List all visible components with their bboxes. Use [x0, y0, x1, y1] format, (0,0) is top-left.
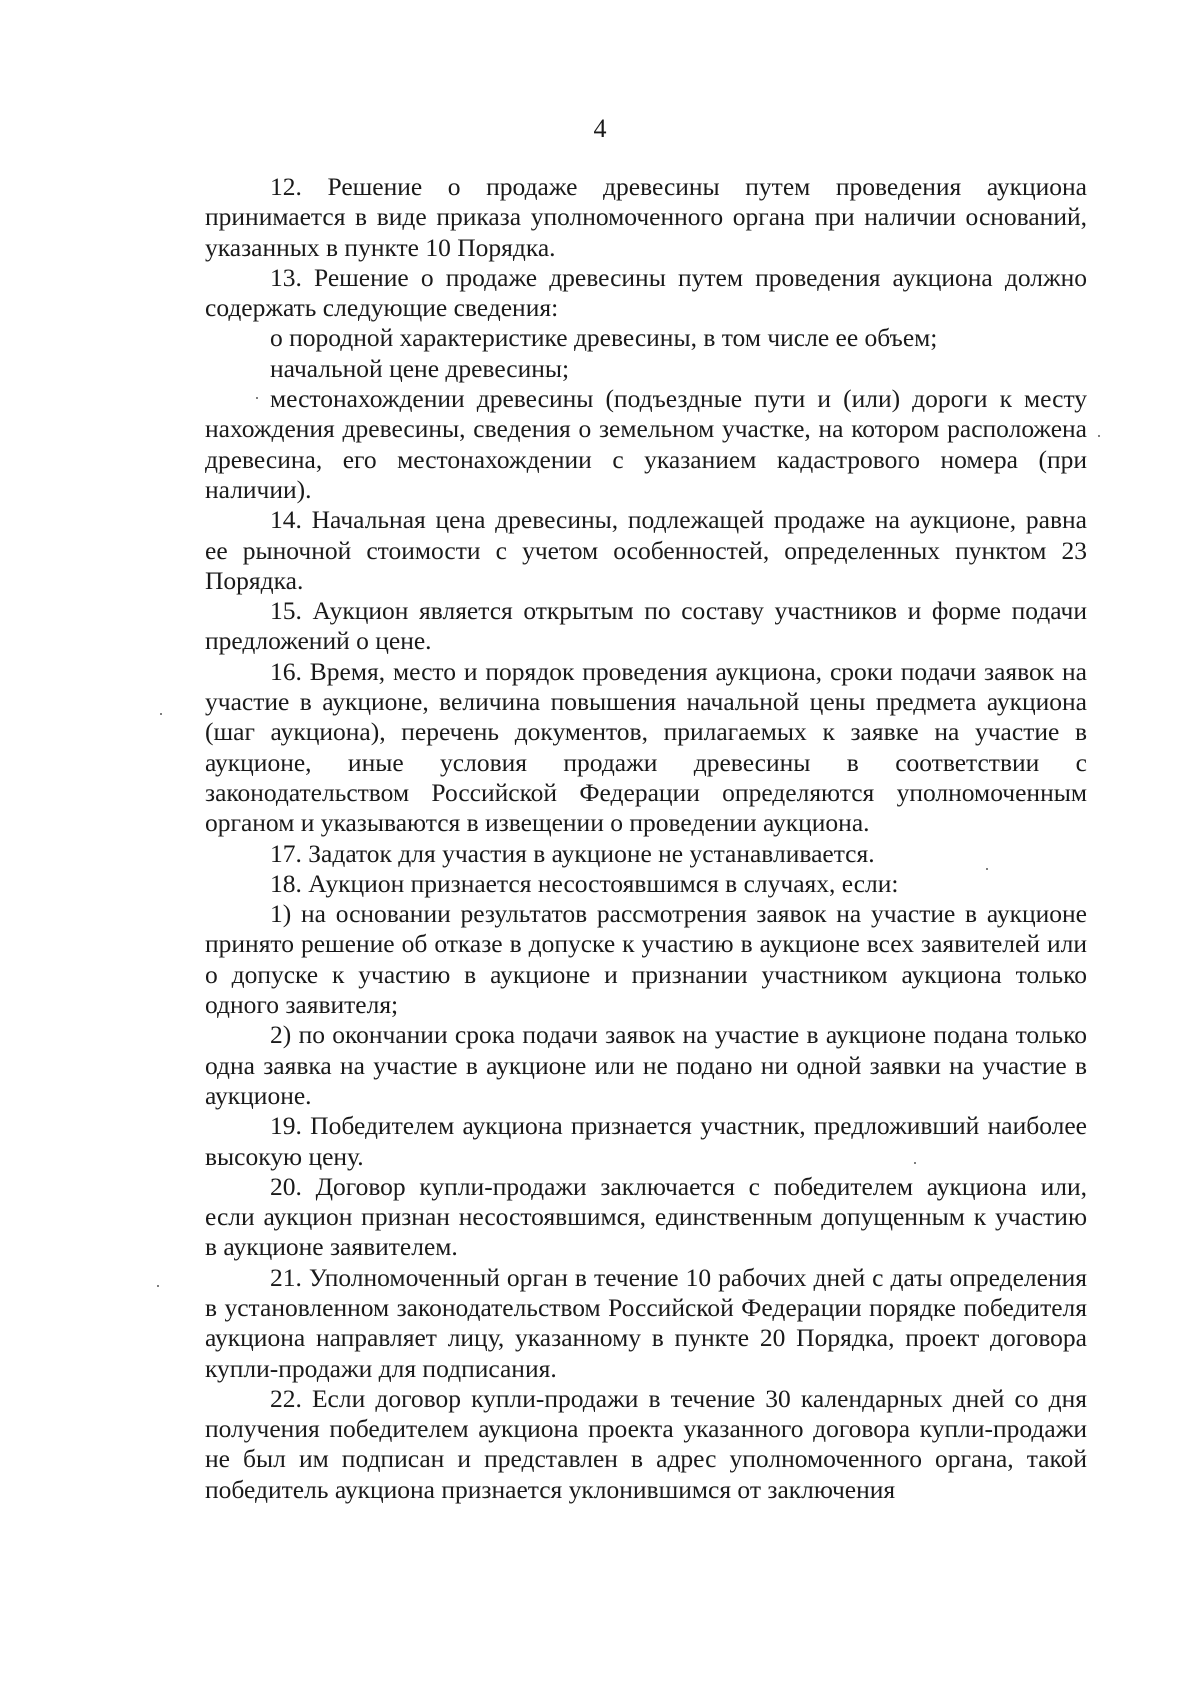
- page-number: 4: [593, 114, 607, 143]
- paragraph-12: 12. Решение о продаже древесины путем проведения аукциона принимается в виде приказа уполномоченного органа при наличии оснований, указанных в пункте 10 Порядка.: [205, 172, 1087, 262]
- paragraph-13-item-price: начальной цене древесины;: [270, 353, 570, 383]
- paragraph-13: 13. Решение о продаже древесины путем проведения аукциона должно содержать следующие сведения:: [205, 262, 1087, 323]
- scan-speck: [160, 713, 162, 715]
- paragraph-18-subitem-1: 1) на основании результатов рассмотрения заявок на участие в аукционе принято решение об отказе в допуске к участию в аукционе всех заявителей или о допуске к участию в аукционе и признании участником аукциона только одного заявителя;: [205, 899, 1087, 1020]
- scan-speck: [157, 1285, 159, 1287]
- scan-speck: [256, 397, 258, 399]
- paragraph-20: 20. Договор купли-продажи заключается с победителем аукциона или, если аукцион признан несостоявшимся, единственным допущенным к участию в аукционе заявителем.: [205, 1171, 1087, 1262]
- scan-speck: [914, 1162, 916, 1164]
- paragraph-15: 15. Аукцион является открытым по составу участников и форме подачи предложений о цене.: [205, 596, 1087, 656]
- paragraph-13-item-location: местонахождении древесины (подъездные пути и (или) дороги к месту нахождения древесины, сведения о земельном участке, на котором расположена древесина, его местонахождении с указанием кадастрового номера (при наличии).: [205, 384, 1087, 504]
- scan-speck: [1098, 435, 1100, 437]
- paragraph-14: 14. Начальная цена древесины, подлежащей продаже на аукционе, равна ее рыночной стоимости с учетом особенностей, определенных пунктом 23 Порядка.: [205, 505, 1087, 595]
- paragraph-18-subitem-2: 2) по окончании срока подачи заявок на участие в аукционе подана только одна заявка на участие в аукционе или не подано ни одной заявки на участие в аукционе.: [205, 1020, 1087, 1110]
- document-body: [205, 172, 1087, 1505]
- paragraph-13-item-breed: о породной характеристике древесины, в том числе ее объем;: [270, 323, 938, 353]
- paragraph-18: 18. Аукцион признается несостоявшимся в случаях, если:: [270, 868, 899, 898]
- paragraph-21: 21. Уполномоченный орган в течение 10 рабочих дней с даты определения в установленном законодательством Российской Федерации порядке победителя аукциона направляет лицу, указанному в пункте 20 Порядка, проект договора купли-продажи для подписания.: [205, 1262, 1087, 1383]
- paragraph-16: 16. Время, место и порядок проведения аукциона, сроки подачи заявок на участие в аукционе, величина повышения начальной цены предмета аукциона (шаг аукциона), перечень документов, прилагаемых к заявке на участие в аукционе, иные условия продажи древесины в соответствии с законодательством Российской Федерации определяются уполномоченным органом и указываются в извещении о проведении аукциона.: [205, 656, 1087, 838]
- scan-speck: [986, 868, 988, 870]
- paragraph-22: 22. Если договор купли-продажи в течение 30 календарных дней со дня получения победителем аукциона проекта указанного договора купли-продажи не был им подписан и представлен в адрес уполномоченного органа, такой победитель аукциона признается уклонившимся от заключения: [205, 1383, 1087, 1504]
- paragraph-19: 19. Победителем аукциона признается участник, предложивший наиболее высокую цену.: [205, 1111, 1087, 1171]
- paragraph-17: 17. Задаток для участия в аукционе не устанавливается.: [270, 838, 875, 868]
